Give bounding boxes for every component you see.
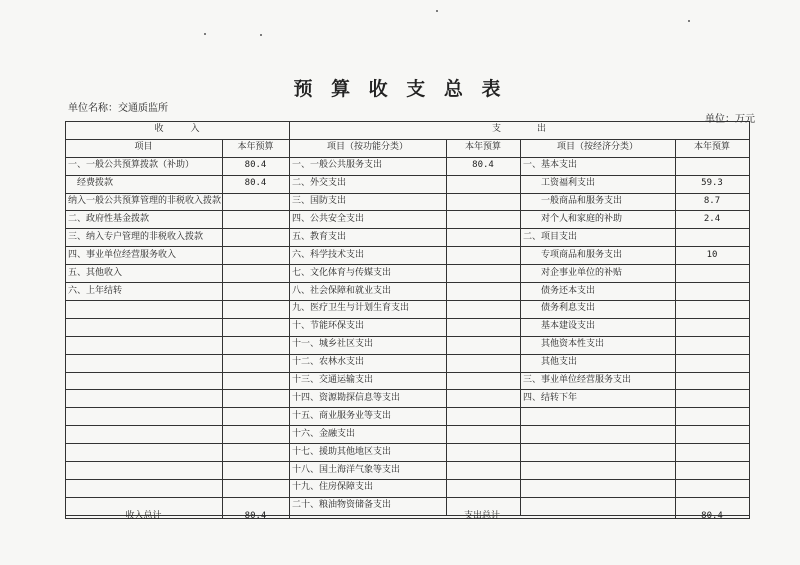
income-value	[222, 300, 290, 319]
econ-value: 59.3	[675, 175, 750, 194]
econ-value	[675, 282, 750, 301]
income-value	[222, 318, 290, 337]
econ-value	[675, 425, 750, 444]
income-item-header: 项目	[65, 139, 223, 158]
income-header: 收 入	[65, 121, 290, 140]
econ-item: 一般商品和服务支出	[520, 193, 676, 212]
econ-value	[675, 390, 750, 409]
func-value	[446, 407, 521, 426]
func-value	[446, 336, 521, 355]
func-item: 八、社会保障和就业支出	[289, 282, 447, 301]
econ-value	[675, 479, 750, 498]
income-item: 纳入一般公共预算管理的非税收入拨款	[65, 193, 223, 212]
econ-item	[520, 443, 676, 462]
func-value	[446, 443, 521, 462]
income-value	[222, 211, 290, 230]
income-total-value: 80.4	[222, 515, 290, 519]
econ-item: 三、事业单位经营服务支出	[520, 372, 676, 391]
econ-item-header: 项目（按经济分类）	[520, 139, 676, 158]
econ-value	[675, 354, 750, 373]
scan-speck	[688, 20, 690, 22]
econ-value	[675, 372, 750, 391]
income-item	[65, 336, 223, 355]
income-value	[222, 461, 290, 480]
func-value	[446, 372, 521, 391]
func-item: 二十、粮油物资储备支出	[289, 497, 447, 516]
income-item	[65, 461, 223, 480]
func-item: 七、文化体育与传媒支出	[289, 264, 447, 283]
func-value	[446, 228, 521, 247]
econ-item: 债务还本支出	[520, 282, 676, 301]
econ-value	[675, 318, 750, 337]
func-value: 80.4	[446, 157, 521, 176]
econ-item: 专项商品和服务支出	[520, 246, 676, 265]
income-item	[65, 479, 223, 498]
func-item: 一、一般公共服务支出	[289, 157, 447, 176]
expense-header: 支 出	[289, 121, 750, 140]
econ-item	[520, 497, 676, 516]
income-item: 五、其他收入	[65, 264, 223, 283]
income-item	[65, 407, 223, 426]
income-item	[65, 318, 223, 337]
unit-label: 单位：万元	[705, 114, 755, 125]
econ-item	[520, 425, 676, 444]
func-item: 十七、援助其他地区支出	[289, 443, 447, 462]
econ-item	[520, 407, 676, 426]
econ-value	[675, 228, 750, 247]
econ-value	[675, 300, 750, 319]
func-value	[446, 246, 521, 265]
func-value	[446, 264, 521, 283]
income-value	[222, 228, 290, 247]
income-item: 六、上年结转	[65, 282, 223, 301]
income-value	[222, 407, 290, 426]
func-budget-header: 本年预算	[446, 139, 521, 158]
econ-item: 工资福利支出	[520, 175, 676, 194]
econ-budget-header: 本年预算	[675, 139, 750, 158]
scan-speck	[436, 10, 438, 12]
econ-item: 二、项目支出	[520, 228, 676, 247]
income-budget-header: 本年预算	[222, 139, 290, 158]
income-value	[222, 425, 290, 444]
income-item: 一、一般公共预算拨款（补助）	[65, 157, 223, 176]
func-value	[446, 282, 521, 301]
income-value	[222, 354, 290, 373]
econ-value: 10	[675, 246, 750, 265]
econ-value	[675, 461, 750, 480]
econ-item: 对企事业单位的补贴	[520, 264, 676, 283]
func-value	[446, 193, 521, 212]
func-value	[446, 354, 521, 373]
income-value	[222, 479, 290, 498]
func-item: 十、节能环保支出	[289, 318, 447, 337]
expense-total-value: 80.4	[675, 515, 750, 519]
func-value	[446, 479, 521, 498]
expense-total-label: 支出总计	[289, 515, 676, 519]
func-item: 十一、城乡社区支出	[289, 336, 447, 355]
econ-item: 债务利息支出	[520, 300, 676, 319]
econ-item: 一、基本支出	[520, 157, 676, 176]
econ-item: 四、结转下年	[520, 390, 676, 409]
func-value	[446, 461, 521, 480]
income-value	[222, 264, 290, 283]
income-value	[222, 372, 290, 391]
income-value	[222, 336, 290, 355]
income-item	[65, 372, 223, 391]
income-item	[65, 425, 223, 444]
econ-value	[675, 157, 750, 176]
income-item: 经费拨款	[65, 175, 223, 194]
func-value	[446, 211, 521, 230]
econ-value	[675, 264, 750, 283]
func-value	[446, 175, 521, 194]
page-title: 预 算 收 支 总 表	[293, 78, 507, 100]
unit-name: 单位名称：交通质监所	[68, 103, 168, 114]
func-value	[446, 318, 521, 337]
income-value: 80.4	[222, 157, 290, 176]
econ-value	[675, 336, 750, 355]
econ-item: 其他资本性支出	[520, 336, 676, 355]
income-item: 二、政府性基金拨款	[65, 211, 223, 230]
income-value: 80.4	[222, 175, 290, 194]
income-item	[65, 443, 223, 462]
func-item: 十三、交通运输支出	[289, 372, 447, 391]
func-value	[446, 300, 521, 319]
func-value	[446, 425, 521, 444]
func-item: 十八、国土海洋气象等支出	[289, 461, 447, 480]
income-item	[65, 300, 223, 319]
func-item: 十五、商业服务业等支出	[289, 407, 447, 426]
econ-value	[675, 443, 750, 462]
func-item: 十六、金融支出	[289, 425, 447, 444]
income-value	[222, 193, 290, 212]
scan-speck	[204, 33, 206, 35]
income-item: 四、事业单位经营服务收入	[65, 246, 223, 265]
income-value	[222, 390, 290, 409]
econ-value: 8.7	[675, 193, 750, 212]
income-item	[65, 354, 223, 373]
func-item: 二、外交支出	[289, 175, 447, 194]
func-item: 十九、住房保障支出	[289, 479, 447, 498]
scan-speck	[260, 34, 262, 36]
income-total-label: 收入总计	[65, 515, 223, 519]
econ-item: 其他支出	[520, 354, 676, 373]
func-item: 三、国防支出	[289, 193, 447, 212]
income-item: 三、纳入专户管理的非税收入拨款	[65, 228, 223, 247]
func-item-header: 项目（按功能分类）	[289, 139, 447, 158]
econ-item	[520, 461, 676, 480]
func-item: 六、科学技术支出	[289, 246, 447, 265]
econ-item: 基本建设支出	[520, 318, 676, 337]
econ-item	[520, 479, 676, 498]
func-item: 五、教育支出	[289, 228, 447, 247]
income-value	[222, 443, 290, 462]
func-value	[446, 390, 521, 409]
func-item: 四、公共安全支出	[289, 211, 447, 230]
econ-value: 2.4	[675, 211, 750, 230]
income-value	[222, 282, 290, 301]
func-item: 十四、资源勘探信息等支出	[289, 390, 447, 409]
func-item: 十二、农林水支出	[289, 354, 447, 373]
func-item: 九、医疗卫生与计划生育支出	[289, 300, 447, 319]
income-value	[222, 246, 290, 265]
income-item	[65, 390, 223, 409]
econ-item: 对个人和家庭的补助	[520, 211, 676, 230]
econ-value	[675, 407, 750, 426]
